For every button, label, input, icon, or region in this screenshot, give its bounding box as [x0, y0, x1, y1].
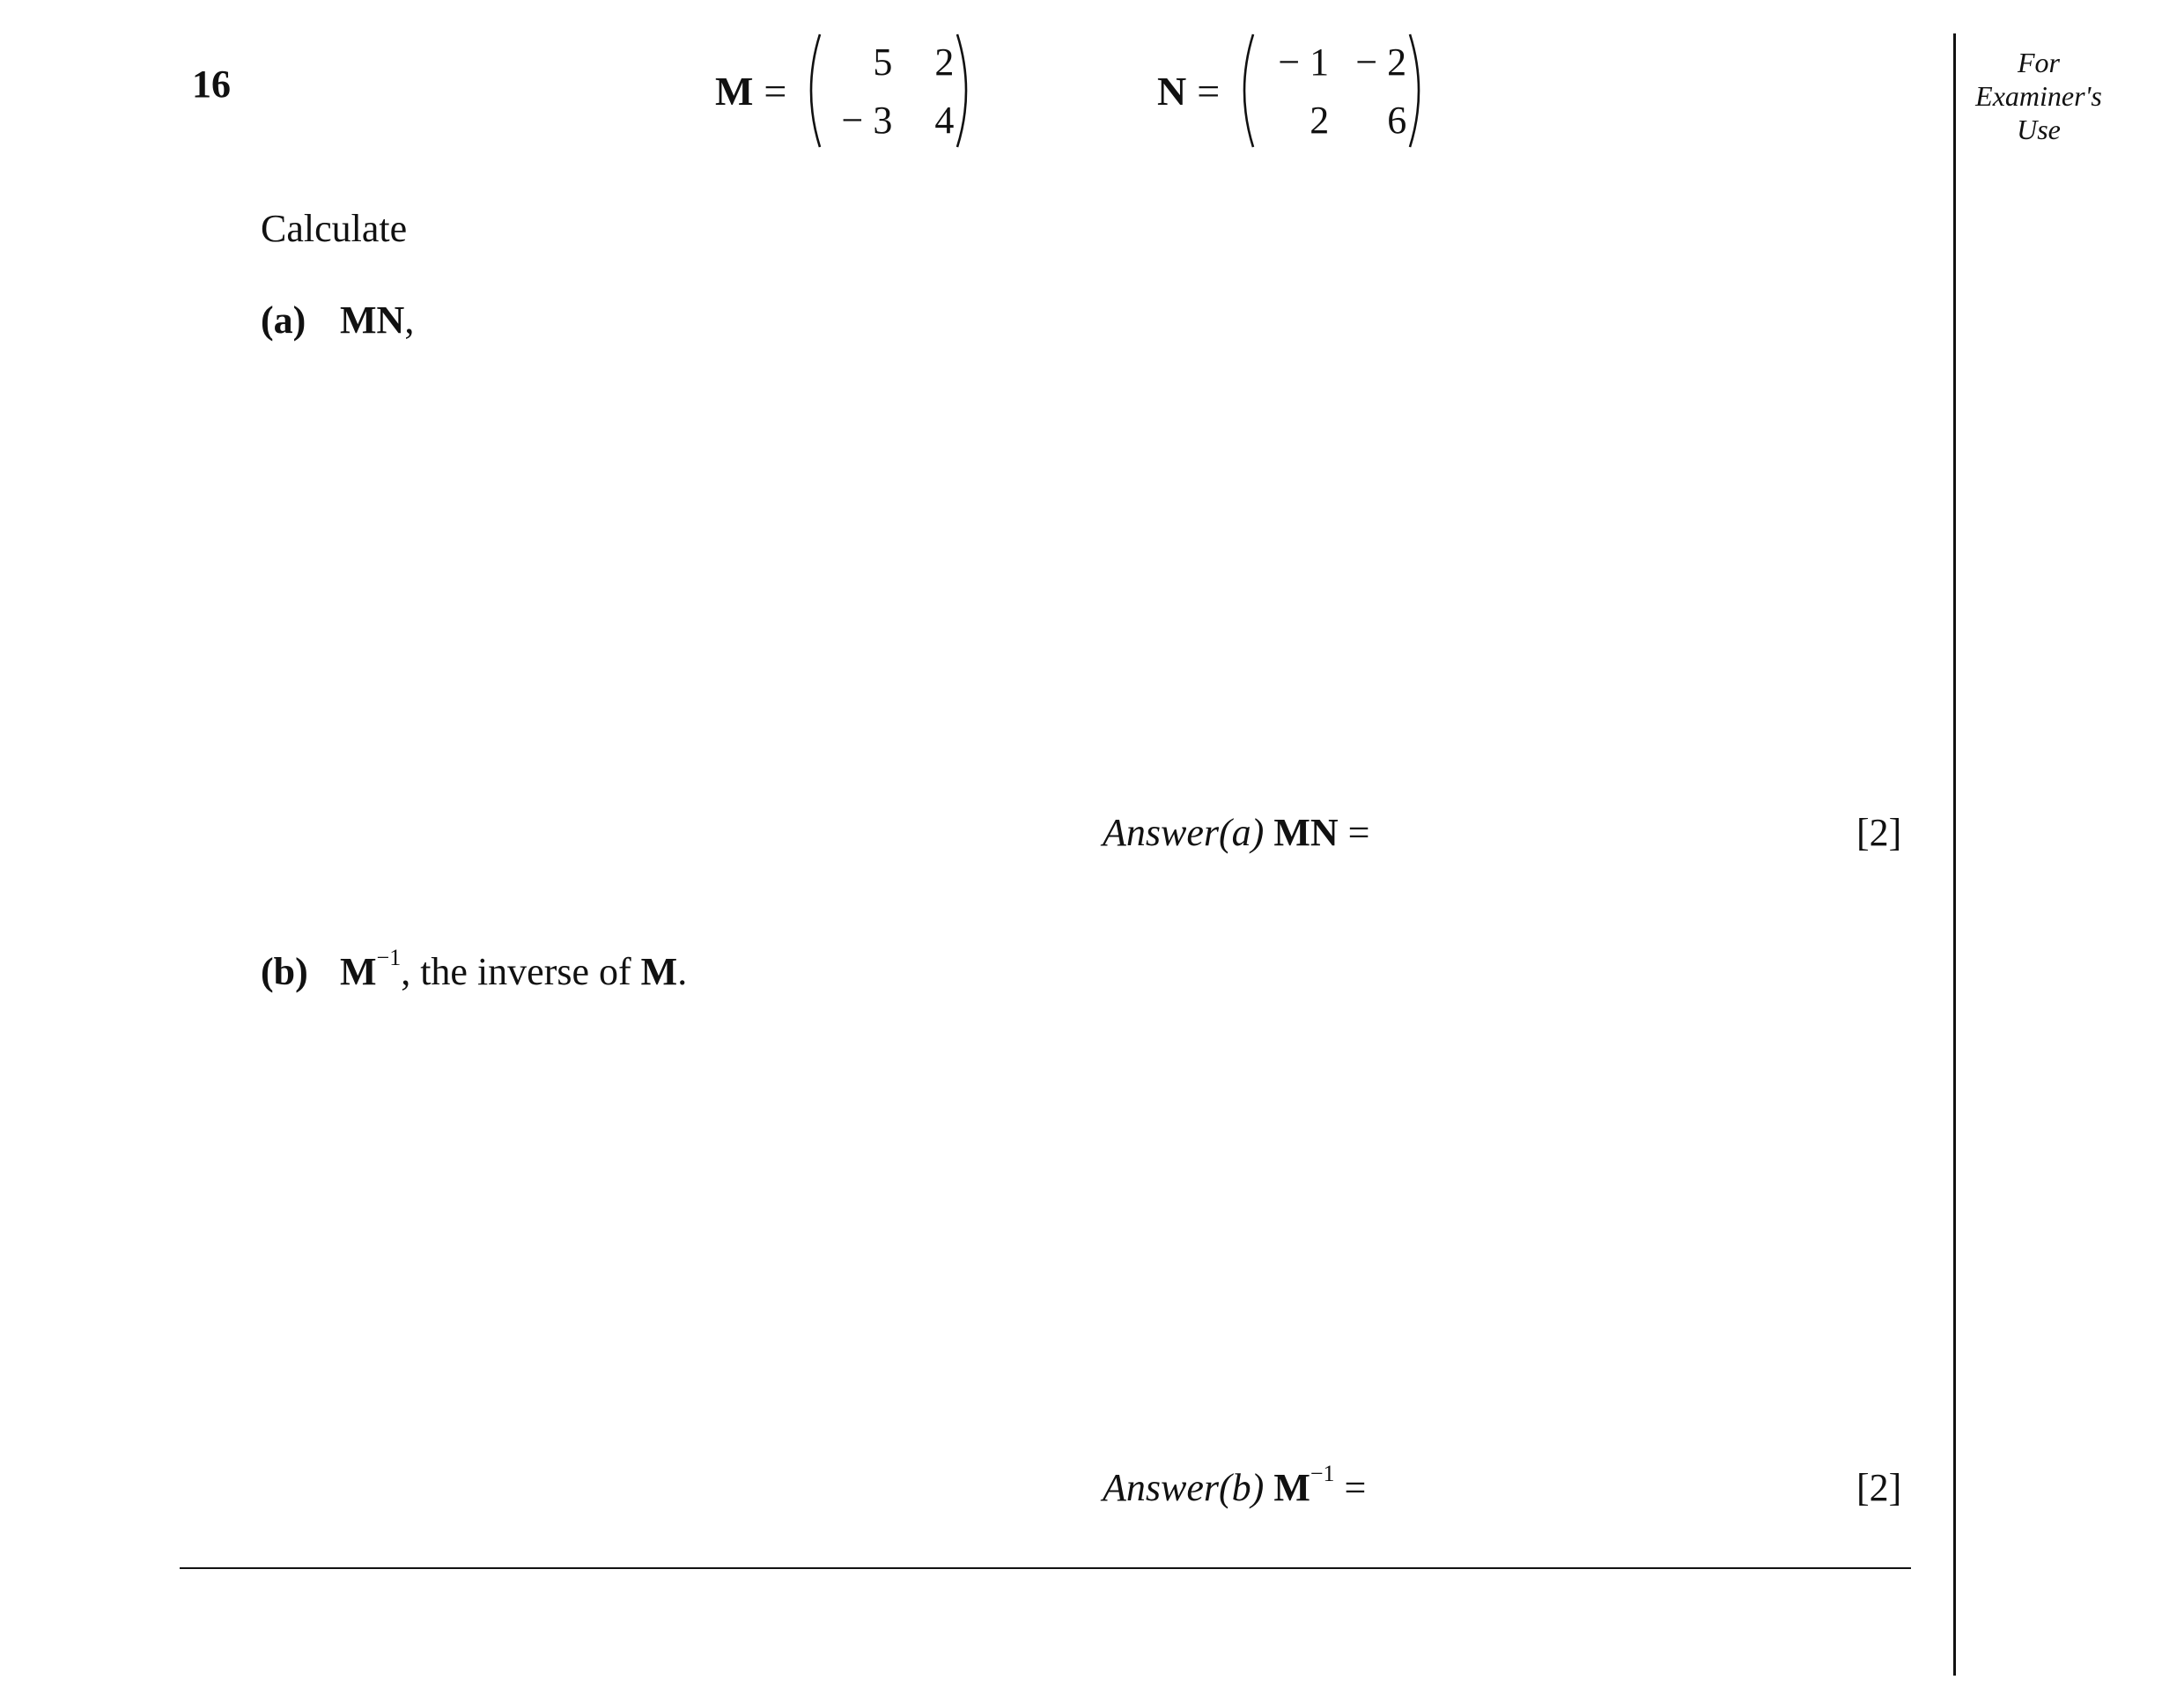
part-b-question: [261, 945, 688, 994]
answer-b-superscript: −1: [1310, 1461, 1335, 1486]
part-b-suffix: .: [677, 950, 688, 993]
question-number: 16: [192, 63, 231, 106]
matrix-n: [1232, 31, 1431, 151]
answer-a-equals: =: [1347, 811, 1370, 854]
answer-b-prefix: Answer(b): [1103, 1466, 1265, 1509]
examiner-label-line-2: Examiner's: [1975, 80, 2102, 112]
matrix-m-cell-r2c2: 4: [934, 98, 955, 142]
answer-a-expression: MN: [1273, 811, 1339, 854]
matrix-n-cell-r2c2: 6: [1387, 98, 1407, 142]
left-paren-icon: [1232, 31, 1257, 151]
answer-a-line: [1103, 810, 1369, 855]
bottom-rule: [180, 1567, 1911, 1569]
part-a-suffix: ,: [404, 298, 415, 342]
marks-b: [2]: [1856, 1466, 1902, 1509]
matrix-n-name: N: [1157, 68, 1187, 114]
matrix-m-definition: [715, 25, 978, 157]
instruction-text: Calculate: [261, 207, 408, 250]
matrix-n-cell-r1c2: − 2: [1355, 40, 1407, 84]
right-paren-icon: [1406, 31, 1431, 151]
part-b-expression: M: [340, 950, 377, 993]
matrix-m-cells: [823, 33, 954, 148]
part-b-expression-end: M: [640, 950, 678, 993]
matrix-n-cell-r1c1: − 1: [1278, 40, 1330, 84]
matrix-m-name: M: [715, 68, 754, 114]
part-a-expression: MN: [340, 298, 405, 342]
marks-a: [2]: [1856, 811, 1902, 854]
part-b-superscript: −1: [376, 945, 402, 970]
examiner-label-line-3: Use: [2017, 114, 2061, 145]
matrix-m-cell-r2c1: − 3: [841, 98, 893, 142]
matrix-m-equals: =: [764, 68, 787, 114]
answer-a-prefix: Answer(a): [1103, 811, 1265, 854]
part-b-label: (b): [261, 950, 308, 993]
part-b-text: , the inverse of: [401, 950, 641, 993]
left-paren-icon: [799, 31, 823, 151]
matrix-n-cells: [1257, 33, 1406, 148]
answer-b-expression: M: [1273, 1466, 1310, 1509]
right-paren-icon: [954, 31, 978, 151]
examiner-margin-divider: [1953, 33, 1956, 1676]
part-a-question: [261, 298, 414, 343]
examiner-label-line-1: For: [2018, 47, 2060, 78]
matrix-m-cell-r1c2: 2: [934, 40, 955, 84]
examiner-use-label: [1946, 46, 2131, 146]
answer-b-equals: =: [1344, 1466, 1367, 1509]
matrix-m-cell-r1c1: 5: [873, 40, 893, 84]
matrix-n-equals: =: [1197, 68, 1221, 114]
matrix-n-definition: [1157, 25, 1431, 157]
part-a-label: (a): [261, 298, 306, 342]
matrix-m: [799, 31, 978, 151]
answer-b-line: [1103, 1461, 1367, 1510]
matrix-n-cell-r2c1: 2: [1310, 98, 1330, 142]
